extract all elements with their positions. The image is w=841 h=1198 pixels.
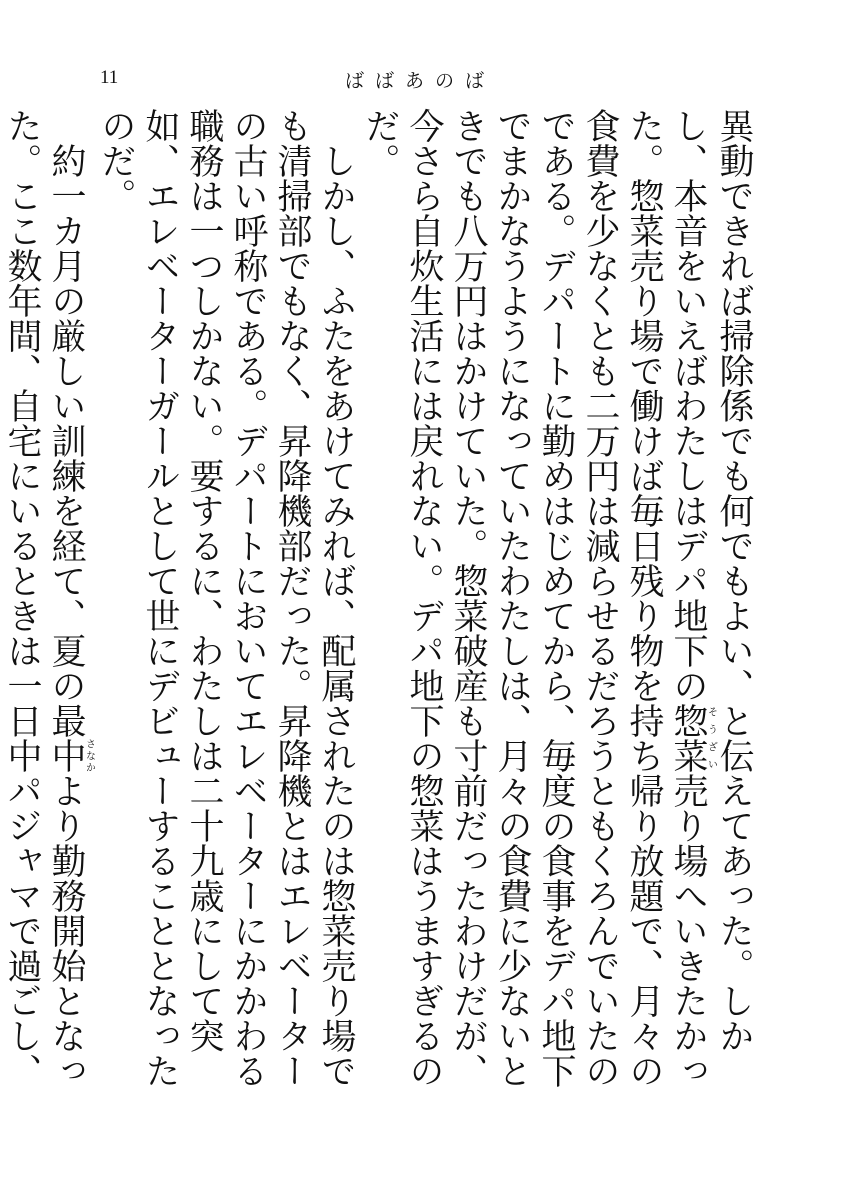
body-text — [2, 108, 756, 1118]
ruby-sanaka-reading: さなか — [83, 738, 95, 773]
paragraph-3-part-2: より勤務開始となった。ここ数年間、自宅にいるときは一日中パジャマで過ごし、 — [2, 108, 86, 1088]
ruby-sozai — [668, 703, 717, 773]
paragraph-1-part-2: 売り場へいきたかった。惣菜売り場で働けば毎日残り物を持ち帰り放題で、月々の食費を少なくとも二万円は減らせるだろうともくろんでいたのである。デパートに勤めはじめてから、毎度の食事をデパ地下でまかなうようになっていたわたしは、月々の食費に少ないときでも八万円はかけていた。惣菜破産も寸前だったわけだが、今さら自炊生活には戻れない。デパ地下の惣菜はうますぎるのだ。 — [360, 108, 708, 1088]
ruby-sozai-reading: そうざい — [705, 703, 717, 773]
ruby-sanaka — [46, 738, 95, 773]
paragraph-1 — [358, 108, 756, 1118]
running-title: ばばあのば — [344, 70, 495, 92]
paragraph-1-part-1: 異動できれば掃除係でも何でもよい、と伝えてあった。しかし、本音をいえばわたしはデパ地下の — [668, 108, 754, 1053]
ruby-sanaka-base: 中 — [46, 738, 86, 773]
ruby-sozai-base: 惣菜 — [668, 703, 708, 773]
page-number: 11 — [100, 67, 119, 88]
paragraph-3-part-1: 約一カ月の厳しい訓練を経て、夏の最 — [46, 143, 86, 738]
paragraph-2: しかし、ふたをあけてみれば、配属されたのは惣菜売り場でも清掃部でもなく、昇降機部だった。昇降機とはエレベーターの古い呼称である。デパートにおいてエレベーターにかかわる職務は一つしかない。要するに、わたしは二十九歳にして突如、エレベーターガールとして世にデビューすることとなったのだ。 — [96, 108, 356, 1088]
paragraph-3 — [0, 108, 94, 1118]
